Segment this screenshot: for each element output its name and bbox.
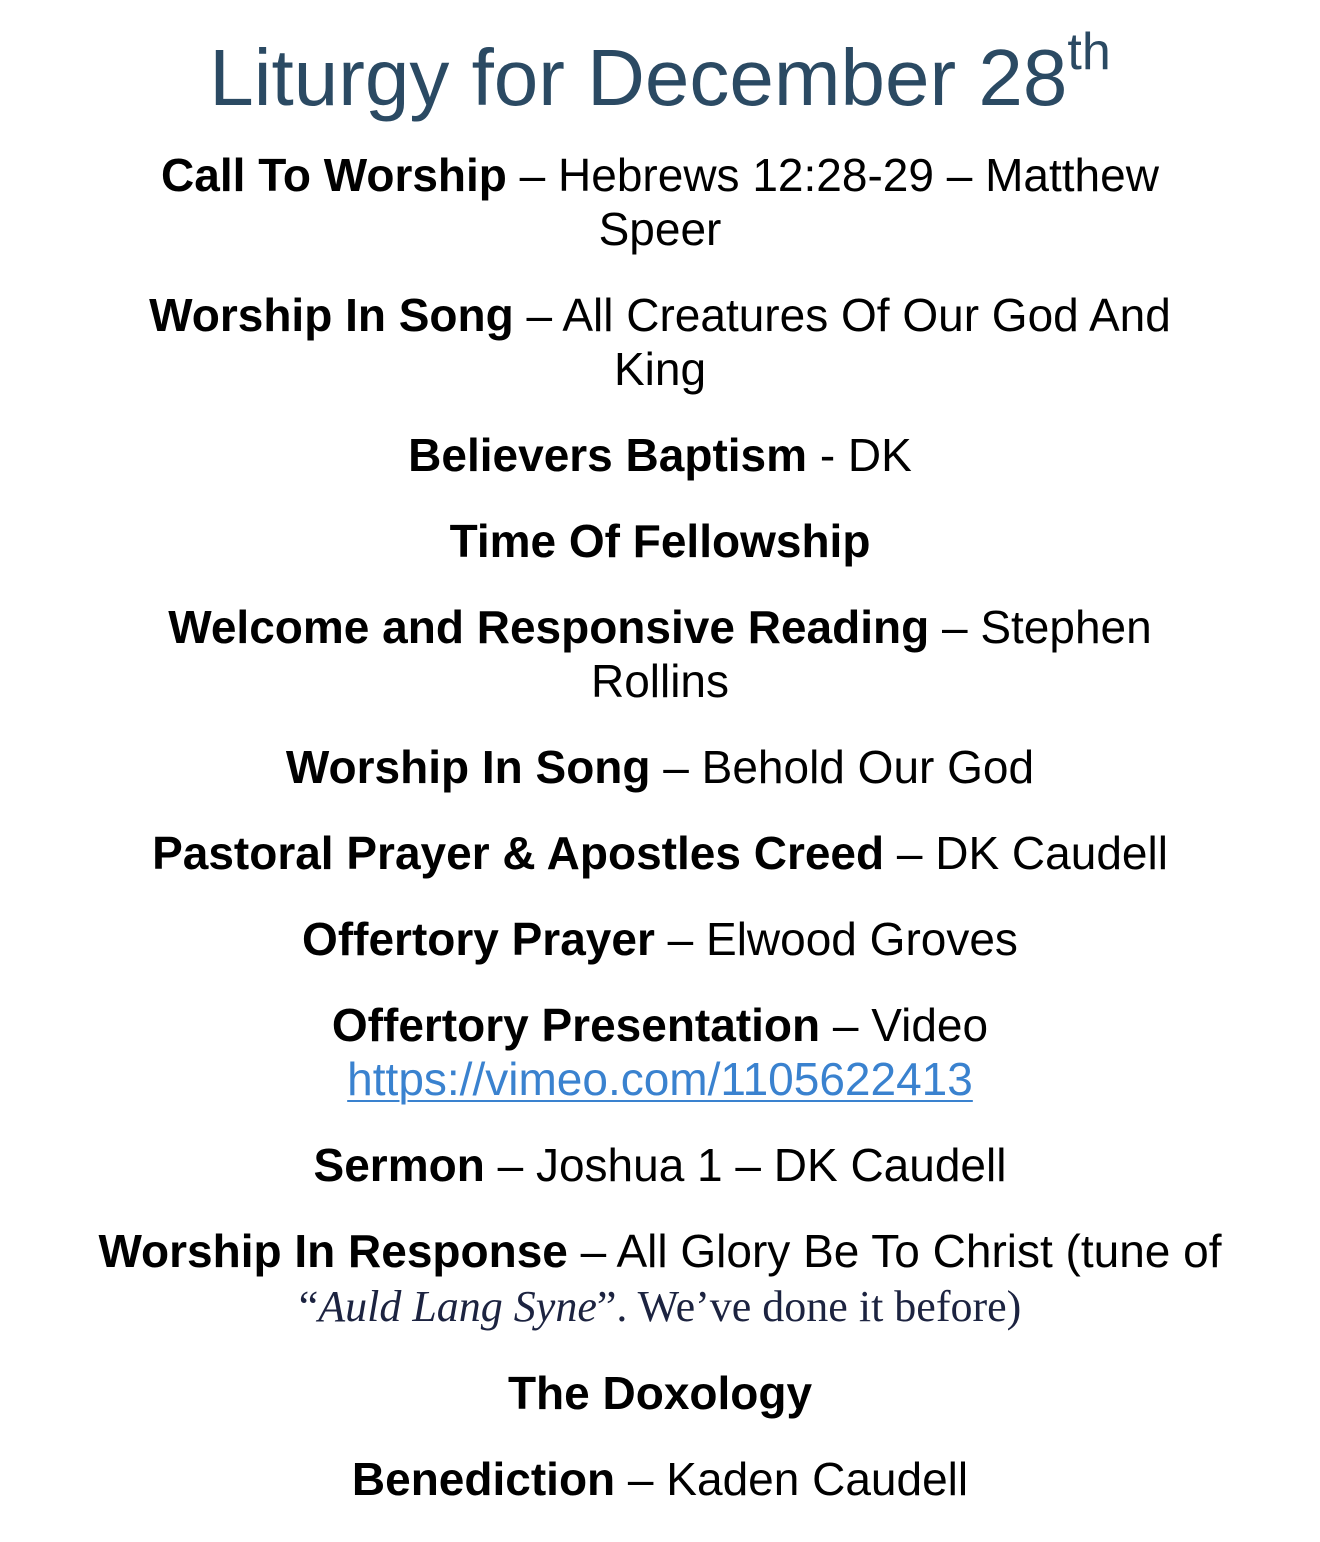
item-detail: – Stephen Rollins [590, 601, 1152, 707]
item-label: Welcome and Responsive Reading [168, 601, 930, 653]
item-detail: – Behold Our God [650, 741, 1035, 793]
tune-name: Auld Lang Syne [318, 1282, 597, 1331]
title-text: Liturgy for December 28 [209, 33, 1068, 122]
item-detail: – Joshua 1 – DK Caudell [484, 1139, 1007, 1191]
liturgy-item-doxology [40, 1366, 1280, 1452]
tune-note-close: ”. We’ve done it before) [596, 1282, 1022, 1331]
item-detail: – All Creatures Of Our God And King [513, 289, 1171, 395]
liturgy-item-worship-in-song-1 [115, 288, 1205, 428]
item-label: Offertory Prayer [302, 913, 655, 965]
page-title [40, 23, 1280, 128]
tune-note [299, 1282, 1022, 1331]
item-label: Pastoral Prayer & Apostles Creed [152, 827, 885, 879]
item-label: Worship In Song [285, 741, 651, 793]
liturgy-item-worship-in-song-2 [40, 740, 1280, 826]
liturgy-item-offertory-prayer [40, 912, 1280, 998]
item-detail: – DK Caudell [884, 827, 1168, 879]
item-label: Worship In Song [149, 289, 514, 341]
liturgy-item-benediction [40, 1452, 1280, 1538]
liturgy-list [40, 148, 1280, 1538]
liturgy-item-worship-in-response [60, 1224, 1260, 1366]
item-label: Believers Baptism [408, 429, 808, 481]
item-label: Sermon [313, 1139, 485, 1191]
item-label: Worship In Response [98, 1225, 568, 1277]
item-detail: – Hebrews 12:28-29 – Matthew Speer [506, 149, 1159, 255]
liturgy-item-offertory-presentation [110, 998, 1210, 1138]
item-detail: – Kaden Caudell [615, 1453, 969, 1505]
item-label: Benediction [351, 1453, 616, 1505]
item-detail: – All Glory Be To Christ (tune of [567, 1225, 1222, 1277]
liturgy-item-pastoral-prayer [40, 826, 1280, 912]
liturgy-item-welcome-reading [135, 600, 1185, 740]
item-label: Offertory Presentation [331, 999, 821, 1051]
item-detail: – Video [820, 999, 989, 1051]
item-label: The Doxology [507, 1367, 813, 1419]
title-ordinal-suffix: th [1067, 23, 1111, 82]
liturgy-item-sermon [40, 1138, 1280, 1224]
liturgy-item-believers-baptism [40, 428, 1280, 514]
item-label: Call To Worship [161, 149, 507, 201]
item-label: Time Of Fellowship [449, 515, 871, 567]
video-link[interactable]: https://vimeo.com/1105622413 [347, 1053, 973, 1105]
item-detail: – Elwood Groves [654, 913, 1018, 965]
liturgy-item-time-of-fellowship [40, 514, 1280, 600]
item-detail: - DK [807, 429, 912, 481]
tune-note-open-quote: “ [298, 1282, 319, 1331]
liturgy-item-call-to-worship [130, 148, 1190, 288]
